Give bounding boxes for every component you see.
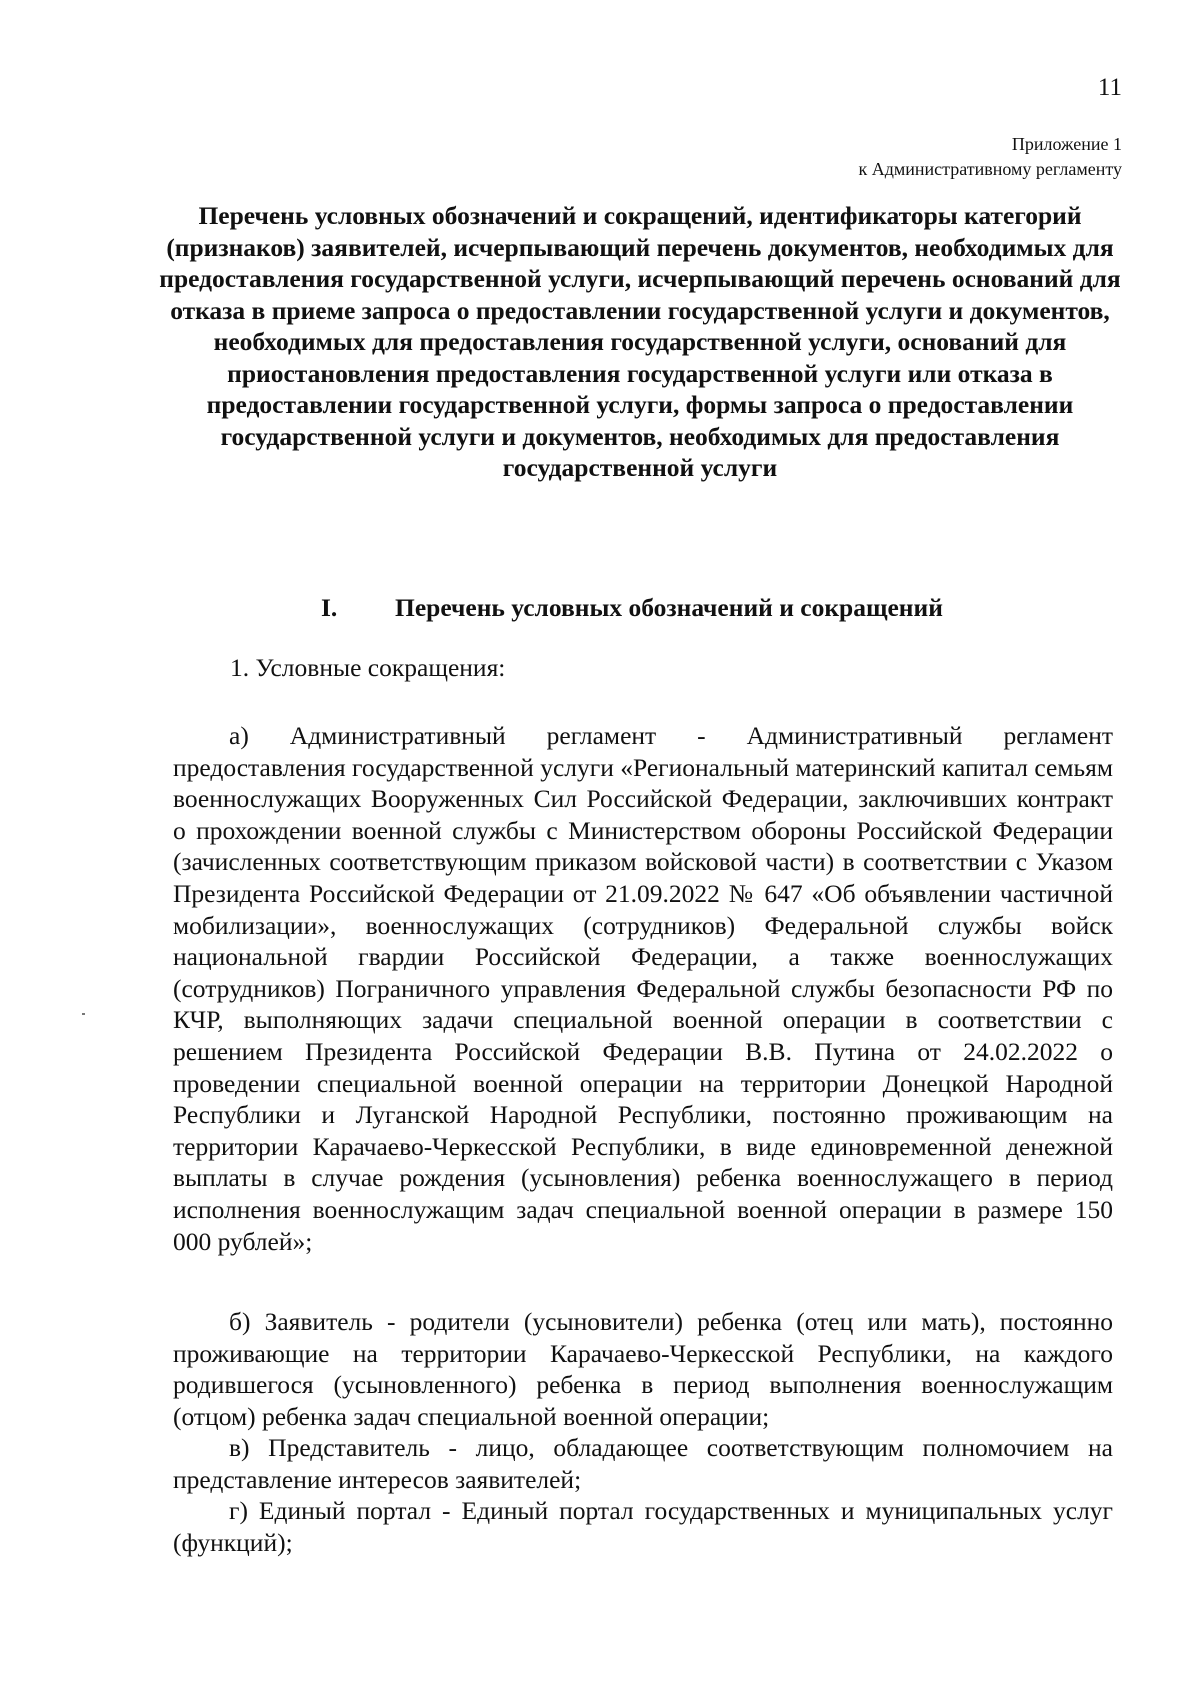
- abbreviation-item-text: б) Заявитель - родители (усыновители) ребенка (отец или мать), постоянно проживающие на территории Карачаево-Черкесской Республики, на каждого родившегося (усыновленного) ребенка в период выполнения военнослужащим (отцом) ребенка задач специальной военной операции;: [173, 1307, 1113, 1431]
- abbreviation-item-text: в) Представитель - лицо, обладающее соответствующим полномочием на представление интересов заявителей;: [173, 1433, 1113, 1494]
- abbreviation-item-v: [173, 1432, 1113, 1495]
- abbreviation-item-text: а) Административный регламент - Административный регламент предоставления государственной услуги «Региональный материнский капитал семьям военнослужащих Вооруженных Сил Российской Федерации, заключивших контракт о прохождении военной службы с Министерством обороны Российской Федерации (зачисленных соответствующим приказом войсковой части) в соответствии с Указом Президента Российской Федерации от 21.09.2022 № 647 «Об объявлении частичной мобилизации», военнослужащих (сотрудников) Федеральной службы войск национальной гвардии Российской Федерации, а также военнослужащих (сотрудников) Пограничного управления Федеральной службы безопасности РФ по КЧР, выполняющих задачи специальной военной операции в соответствии с решением Президента Российской Федерации В.В. Путина от 24.02.2022 о проведении специальной военной операции на территории Донецкой Народной Республики и Луганской Народной Республики, постоянно проживающим на территории Карачаево-Черкесской Республики, в виде единовременной денежной выплаты в случае рождения (усыновления) ребенка военнослужащего в период исполнения военнослужащим задач специальной военной операции в размере 150 000 рублей»;: [173, 721, 1113, 1256]
- annex-line-2: к Административному регламенту: [858, 159, 1122, 179]
- abbreviation-item-a: [173, 720, 1113, 1257]
- page-number: 11: [1097, 74, 1122, 101]
- abbreviation-item-b: [173, 1306, 1113, 1432]
- annex-line-1: Приложение 1: [1011, 134, 1122, 154]
- scan-speck: [82, 1013, 85, 1015]
- abbreviation-item-g: [173, 1495, 1113, 1558]
- section-number: I.: [321, 593, 338, 622]
- document-title: Перечень условных обозначений и сокращений, идентификаторы категорий (признаков) заявителей, исчерпывающий перечень документов, необходимых для предоставления государственной услуги, исчерпывающий перечень оснований для отказа в приеме запроса о предоставлении государственной услуги и документов, необходимых для предоставления государственной услуги, оснований для приостановления предоставления государственной услуги или отказа в предоставлении государственной услуги, формы запроса о предоставлении государственной услуги и документов, необходимых для предоставления государственной услуги: [159, 201, 1121, 482]
- abbreviation-item-text: г) Единый портал - Единый портал государственных и муниципальных услуг (функций);: [173, 1496, 1113, 1557]
- annex-note: [858, 132, 1122, 182]
- list-intro: 1. Условные сокращения:: [230, 653, 506, 682]
- section-title: Перечень условных обозначений и сокращений: [395, 593, 943, 622]
- section-heading: [321, 593, 943, 623]
